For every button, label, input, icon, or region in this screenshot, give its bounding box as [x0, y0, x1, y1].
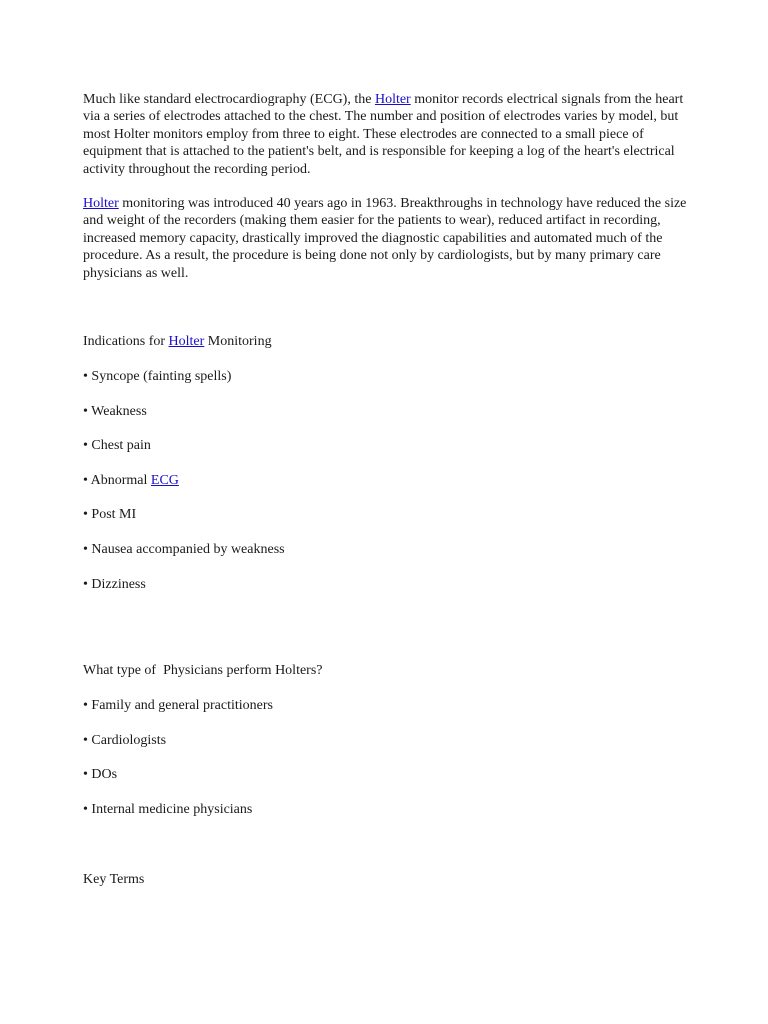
list-item: • Weakness — [83, 403, 147, 419]
list-item: • Chest pain — [83, 438, 151, 454]
list-item: • Syncope (fainting spells) — [83, 369, 232, 384]
intro-p1-text-a: Much like standard electrocardiography (ECG), the — [83, 92, 375, 107]
list-item: • DOs — [83, 767, 118, 783]
intro-p1-text-b: monitor records electrical signals from the heart via a series of electrodes attached to the chest. The number and position of electrodes varies by model, but most Holter monitors employ from three to eight. These electrodes are connected to a small piece of equipment that is attached to the patient's belt, and is responsible for keeping a log of the heart's electrical activity throughout the recording period. — [83, 92, 684, 177]
indications-heading-text-a: Indications for — [83, 334, 169, 349]
intro-paragraph-2 — [83, 195, 688, 282]
list-item: • Cardiologists — [83, 732, 167, 748]
indications-list — [83, 368, 285, 610]
document-body — [83, 91, 688, 887]
intro-p2-text: monitoring was introduced 40 years ago in 1963. Breakthroughs in technology have reduced the size and weight of the recorders (making them easier for the patients to wear), reduced artifact in recording, increased memory capacity, drastically improved the diagnostic capabilities and automated much of the procedure. As a result, the procedure is being done not only by cardiologists, but by many primary care physicians as well. — [83, 196, 687, 281]
physicians-list — [83, 697, 273, 835]
list-item: • Dizziness — [83, 576, 146, 592]
indications-heading-text-b: Monitoring — [204, 334, 272, 349]
list-item: • Post MI — [83, 507, 137, 523]
holter-link-3[interactable]: Holter — [168, 334, 205, 349]
physicians-heading: What type of Physicians perform Holters? — [83, 663, 323, 678]
holter-link[interactable]: Holter — [374, 92, 411, 107]
list-item: • Family and general practitioners — [83, 698, 273, 713]
list-item-abnormal-ecg — [83, 472, 285, 489]
list-item-text: • Abnormal — [83, 472, 151, 488]
key-terms-heading: Key Terms — [83, 872, 145, 887]
list-item: • Internal medicine physicians — [83, 801, 253, 817]
indications-heading — [83, 333, 272, 350]
holter-link-2[interactable]: Holter — [83, 196, 119, 212]
ecg-link[interactable]: ECG — [150, 472, 179, 488]
intro-paragraph-1 — [83, 91, 688, 178]
list-item: • Nausea accompanied by weakness — [83, 541, 285, 557]
